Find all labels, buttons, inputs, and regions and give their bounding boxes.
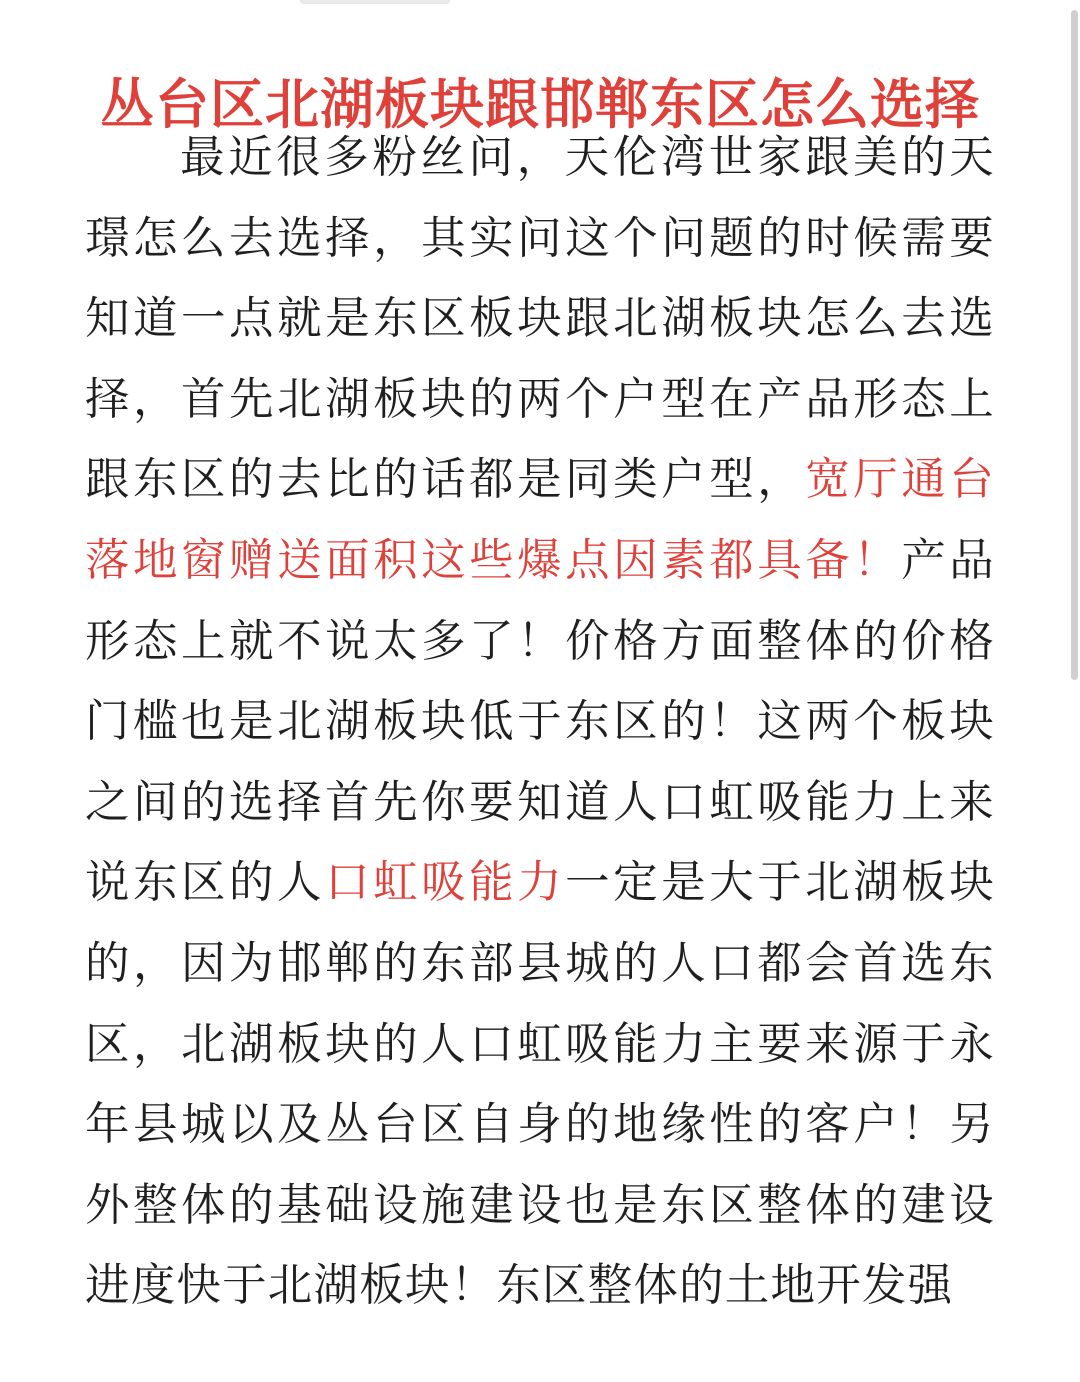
body-text-part-2: 产品形态上就不说太多了！价格方面整体的价格门槛也是北湖板块低于东区的！这两个板块之间的选择首先你要知道人口虹吸能力上来说东区的人: [85, 534, 995, 909]
body-text-part-3: 一定是大于北湖板块的，因为邯郸的东部县城的人口都会首选东区，北湖板块的人口虹吸能力主要来源于永年县城以及丛台区自身的地缘性的客户！另外整体的基础设施建设也是东区整体的建设进度快于北湖板块！东区整体的土地开发强: [85, 857, 995, 1312]
body-text-part-1: 最近很多粉丝问，天伦湾世家跟美的天璟怎么去选择，其实问这个问题的时候需要知道一点就是东区板块跟北湖板块怎么去选择，首先北湖板块的两个户型在产品形态上跟东区的去比的话都是同类户型，: [85, 132, 995, 506]
highlight-text-population: 口虹吸能力: [325, 857, 566, 909]
article-body: [85, 118, 995, 1327]
scrollbar[interactable]: [1068, 0, 1080, 1382]
article-title: 丛台区北湖板块跟邯郸东区怎么选择: [100, 73, 980, 137]
top-edge-shadow: [300, 0, 450, 4]
highlight-text-features: 宽厅通台落地窗赠送面积这些爆点因素都具备！: [85, 454, 995, 586]
scrollbar-thumb[interactable]: [1071, 10, 1078, 680]
